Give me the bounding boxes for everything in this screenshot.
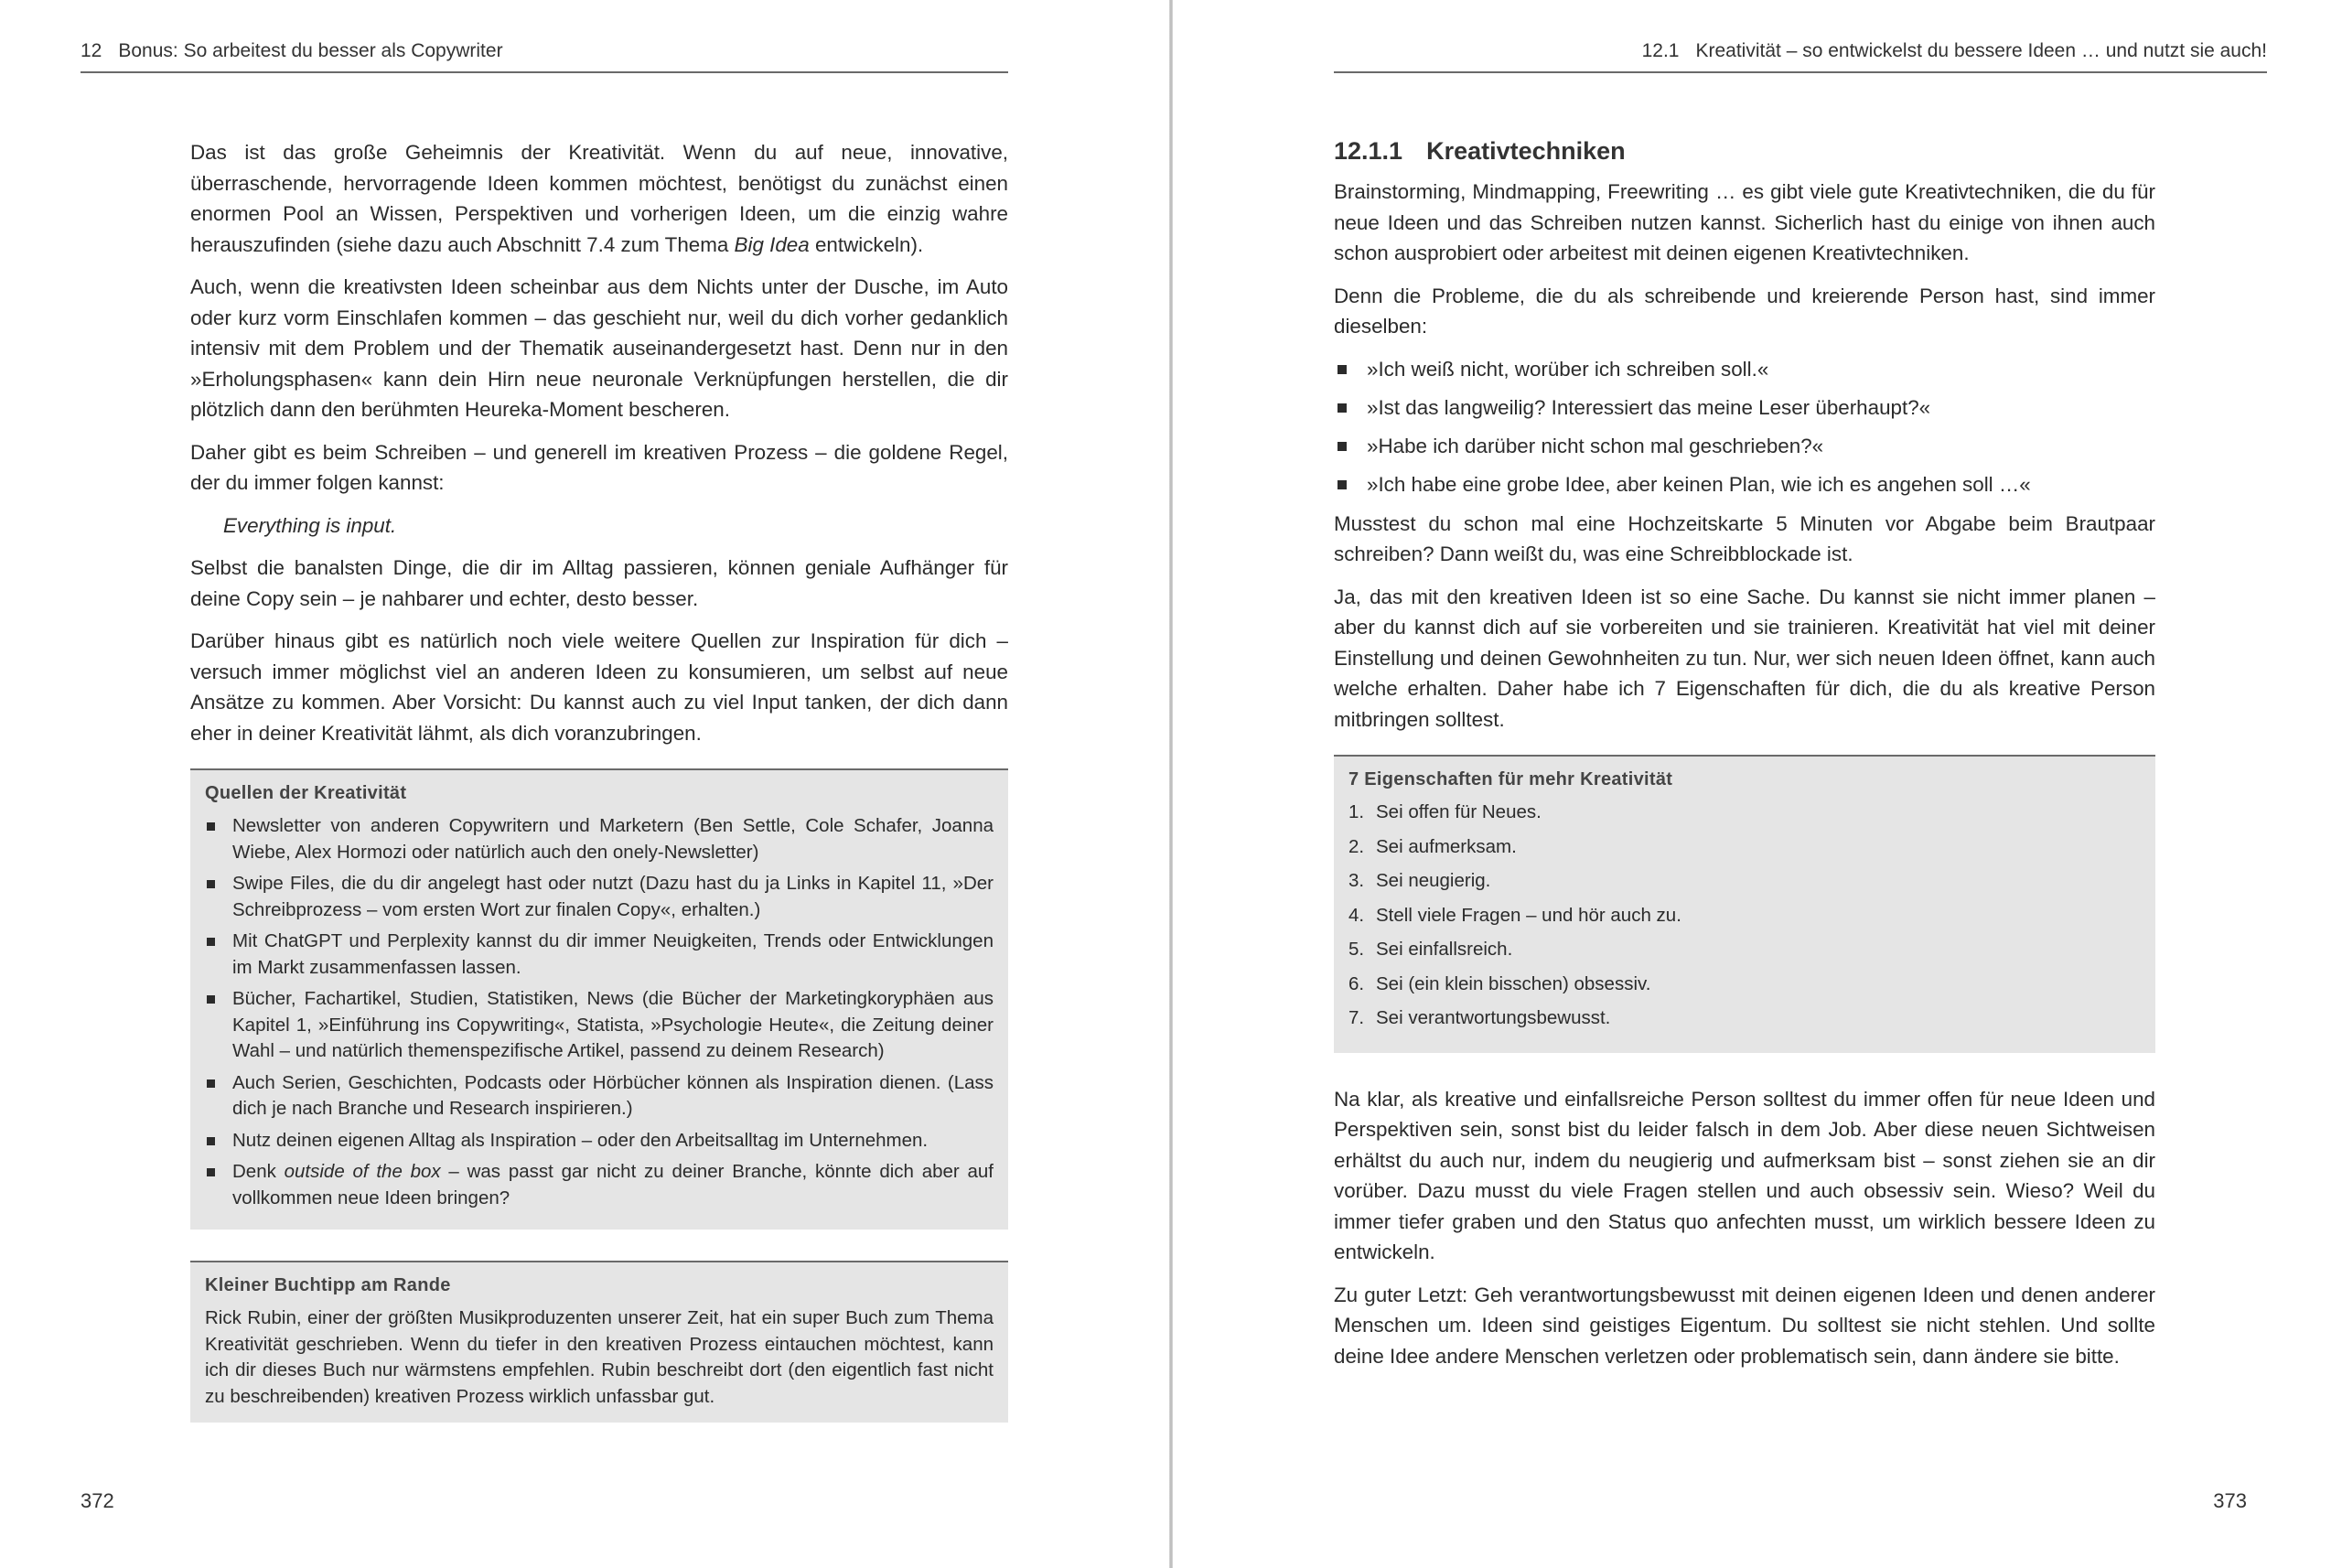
paragraph: Na klar, als kreative und einfallsreiche Person solltest du immer offen für neue Ideen und Perspektiven sein, sonst bist du leider falsch in dem Job. Aber diese neuen Sichtweisen erhältst du auch nur, indem du neugierig und aufmerksam bist – sonst ziehen sie an dir vorüber. Dazu musst du viele Fragen stellen und auch obsessiv sein. Wieso? Weil du immer tiefer graben und den Status quo anfechten musst, um wirklich bessere Ideen zu entwickeln.: [1334, 1087, 2155, 1263]
paragraph: [190, 137, 1008, 260]
list-item-text: Sei verantwortungsbewusst.: [1376, 1007, 1611, 1028]
left-page: [0, 0, 1169, 1568]
section-heading-number: 12.1.1: [1334, 137, 1403, 165]
info-box-book-tip: [190, 1261, 1008, 1423]
section-number: 12.1: [1641, 40, 1680, 61]
list-number: 3.: [1348, 870, 1365, 891]
info-box-sources: [190, 768, 1008, 1230]
paragraph: Darüber hinaus gibt es natürlich noch viele weitere Quellen zur Inspiration für dich – versuch immer möglichst viel an anderen Ideen zu konsumieren, um selbst auf neue Ansätze zu kommen. Aber Vorsicht: Du kannst auch zu viel Input tanken, der dich dann eher in deiner Kreativität lähmt, als dich voranzubringen.: [190, 629, 1008, 745]
list-number: 5.: [1348, 939, 1365, 960]
italic-term: outside of the box: [284, 1161, 441, 1182]
italic-term: Big Idea: [734, 232, 810, 256]
paragraph: Auch, wenn die kreativsten Ideen scheinbar aus dem Nichts unter der Dusche, im Auto oder kurz vorm Einschlafen kommen – das geschieht nur, weil du dich vorher gedanklich intensiv mit dem Problem und der Thematik auseinandergesetzt hast. Denn nur in den »Erholungsphasen« kann dein Hirn neue neuronale Verknüpfungen herstellen, die dir plötzlich dann den berühmten Heureka-Moment bescheren.: [190, 275, 1008, 421]
bullet-list: [1334, 354, 2155, 499]
page-number-right: 373: [2213, 1489, 2247, 1512]
list-item: »Ist das langweilig? Interessiert das meine Leser überhaupt?«: [1334, 392, 2155, 423]
list-item-text: Stell viele Fragen – und hör auch zu.: [1376, 904, 1681, 926]
info-box-creativity-traits: [1334, 755, 2155, 1053]
list-item: »Ich habe eine grobe Idee, aber keinen Plan, wie ich es angehen soll …«: [1334, 469, 2155, 499]
list-number: 6.: [1348, 972, 1365, 994]
paragraph: Daher gibt es beim Schreiben – und generell im kreativen Prozess – die goldene Regel, der du immer folgen kannst:: [190, 440, 1008, 494]
box-bullet-list: [205, 813, 994, 1211]
list-item: [1348, 800, 2141, 826]
paragraph: Brainstorming, Mindmapping, Freewriting … es gibt viele gute Kreativtechniken, die du für neue Ideen und das Schreiben nutzen kannst. Sicherlich hast du einige von ihnen auch schon ausprobiert oder arbeitest mit deinen eigenen Kreativtechniken.: [1334, 180, 2155, 264]
list-item-text: Denk: [232, 1161, 285, 1182]
box-title: Kleiner Buchtipp am Rande: [205, 1275, 451, 1295]
list-item: Auch Serien, Geschichten, Podcasts oder Hörbücher können als Inspiration dienen. (Lass dich je nach Branche und Research inspirieren.): [205, 1070, 994, 1122]
chapter-title: Bonus: So arbeitest du besser als Copywriter: [118, 40, 503, 61]
box-title: 7 Eigenschaften für mehr Kreativität: [1348, 769, 1673, 789]
list-number: 4.: [1348, 904, 1365, 926]
list-number: 1.: [1348, 801, 1365, 822]
box-text: Rick Rubin, einer der größten Musikproduzenten unserer Zeit, hat ein super Buch zum Thema Kreativität geschrieben. Wenn du tiefer in den kreativen Prozess eintauchen möchtest, kann ich dir dieses Buch nur wärmstens empfehlen. Rubin beschreibt dort (den eigentlich fast nicht zu beschreibenden) kreativen Prozess wirklich unfassbar gut.: [205, 1307, 994, 1407]
list-item: Nutz deinen eigenen Alltag als Inspiration – oder den Arbeitsalltag im Unternehmen.: [205, 1128, 994, 1155]
list-item-text: Sei einfallsreich.: [1376, 939, 1513, 960]
section-running-title: Kreativität – so entwickelst du bessere Ideen … und nutzt sie auch!: [1695, 40, 2267, 61]
paragraph: Denn die Probleme, die du als schreibende und kreierende Person hast, sind immer dieselben:: [1334, 284, 2155, 338]
section-heading: [1334, 137, 2155, 166]
paragraph-text: Das ist das große Geheimnis der Kreativität. Wenn du auf neue, innovative, überraschende, hervorragende Ideen kommen möchtest, benötigst du zunächst einen enormen Pool an Wissen, Perspektiven und vorherigen Ideen, um die einzig wahre herauszufinden (siehe dazu auch Abschnitt 7.4 zum Thema: [190, 141, 1008, 256]
box-title: Quellen der Kreativität: [205, 783, 407, 803]
list-item-text: Sei offen für Neues.: [1376, 801, 1542, 822]
quote: Everything is input.: [223, 513, 397, 537]
paragraph: Zu guter Letzt: Geh verantwortungsbewusst mit deinen eigenen Ideen und denen anderer Menschen um. Ideen sind geistiges Eigentum. Du solltest sie nicht stehlen. Und sollte deine Idee andere Menschen verletzen oder problematisch sein, dann ändere sie bitte.: [1334, 1283, 2155, 1368]
list-item: »Habe ich darüber nicht schon mal geschrieben?«: [1334, 431, 2155, 461]
list-item: [1348, 1005, 2141, 1032]
list-item: Swipe Files, die du dir angelegt hast oder nutzt (Dazu hast du ja Links in Kapitel 11, »Der Schreibprozess – vom ersten Wort zur finalen Copy«, erhalten.): [205, 871, 994, 923]
list-item: [1348, 972, 2141, 998]
list-item-text: – was passt gar nicht zu deiner Branche, könnte dich aber auf vollkommen neue Ideen bringen?: [232, 1161, 994, 1208]
chapter-number: 12: [81, 40, 102, 61]
paragraph: Selbst die banalsten Dinge, die dir im Alltag passieren, können geniale Aufhänger für deine Copy sein – je nahbarer und echter, desto besser.: [190, 556, 1008, 610]
section-heading-title: Kreativtechniken: [1426, 137, 1626, 165]
list-item: [205, 1159, 994, 1211]
paragraph: Ja, das mit den kreativen Ideen ist so eine Sache. Du kannst sie nicht immer planen – aber du kannst dich auf sie vorbereiten und sie trainieren. Kreativität hat viel mit deiner Einstellung und deinen Gewohnheiten zu tun. Nur, wer sich neuen Ideen öffnet, kann auch welche erhalten. Daher habe ich 7 Eigenschaften für dich, die du als kreative Person mitbringen solltest.: [1334, 585, 2155, 731]
list-number: 2.: [1348, 835, 1365, 857]
right-page: [1173, 0, 2342, 1568]
list-item: [1348, 868, 2141, 895]
list-item: Mit ChatGPT und Perplexity kannst du dir immer Neuigkeiten, Trends oder Entwicklungen im Markt zusammenfassen lassen.: [205, 929, 994, 981]
running-head-right: [1334, 40, 2267, 73]
list-item: »Ich weiß nicht, worüber ich schreiben soll.«: [1334, 354, 2155, 384]
right-page-content: [1334, 137, 2155, 1383]
list-item: [1348, 834, 2141, 861]
list-item-text: Sei (ein klein bisschen) obsessiv.: [1376, 972, 1651, 994]
list-item: Newsletter von anderen Copywritern und Marketern (Ben Settle, Cole Schafer, Joanna Wiebe, Alex Hormozi oder natürlich auch den onely-Newsletter): [205, 813, 994, 865]
list-item: Bücher, Fachartikel, Studien, Statistiken, News (die Bücher der Marketingkoryphäen aus Kapitel 1, »Einführung ins Copywriting«, Statista, »Psychologie Heute«, die Zeitung deiner Wahl – und natürlich themenspezifische Artikel, passend zu deinem Research): [205, 986, 994, 1065]
list-item-text: Sei aufmerksam.: [1376, 835, 1517, 857]
left-page-content: [190, 137, 1008, 1423]
paragraph: Musstest du schon mal eine Hochzeitskarte 5 Minuten vor Abgabe beim Brautpaar schreiben? Dann weißt du, was eine Schreibblockade ist.: [1334, 511, 2155, 565]
list-item-text: Sei neugierig.: [1376, 870, 1491, 891]
running-head-left: [81, 40, 1008, 73]
list-item: [1348, 903, 2141, 929]
list-number: 7.: [1348, 1007, 1365, 1028]
paragraph-text: entwickeln).: [809, 232, 924, 256]
numbered-list: [1348, 800, 2141, 1032]
page-number-left: 372: [81, 1489, 114, 1512]
list-item: [1348, 937, 2141, 963]
